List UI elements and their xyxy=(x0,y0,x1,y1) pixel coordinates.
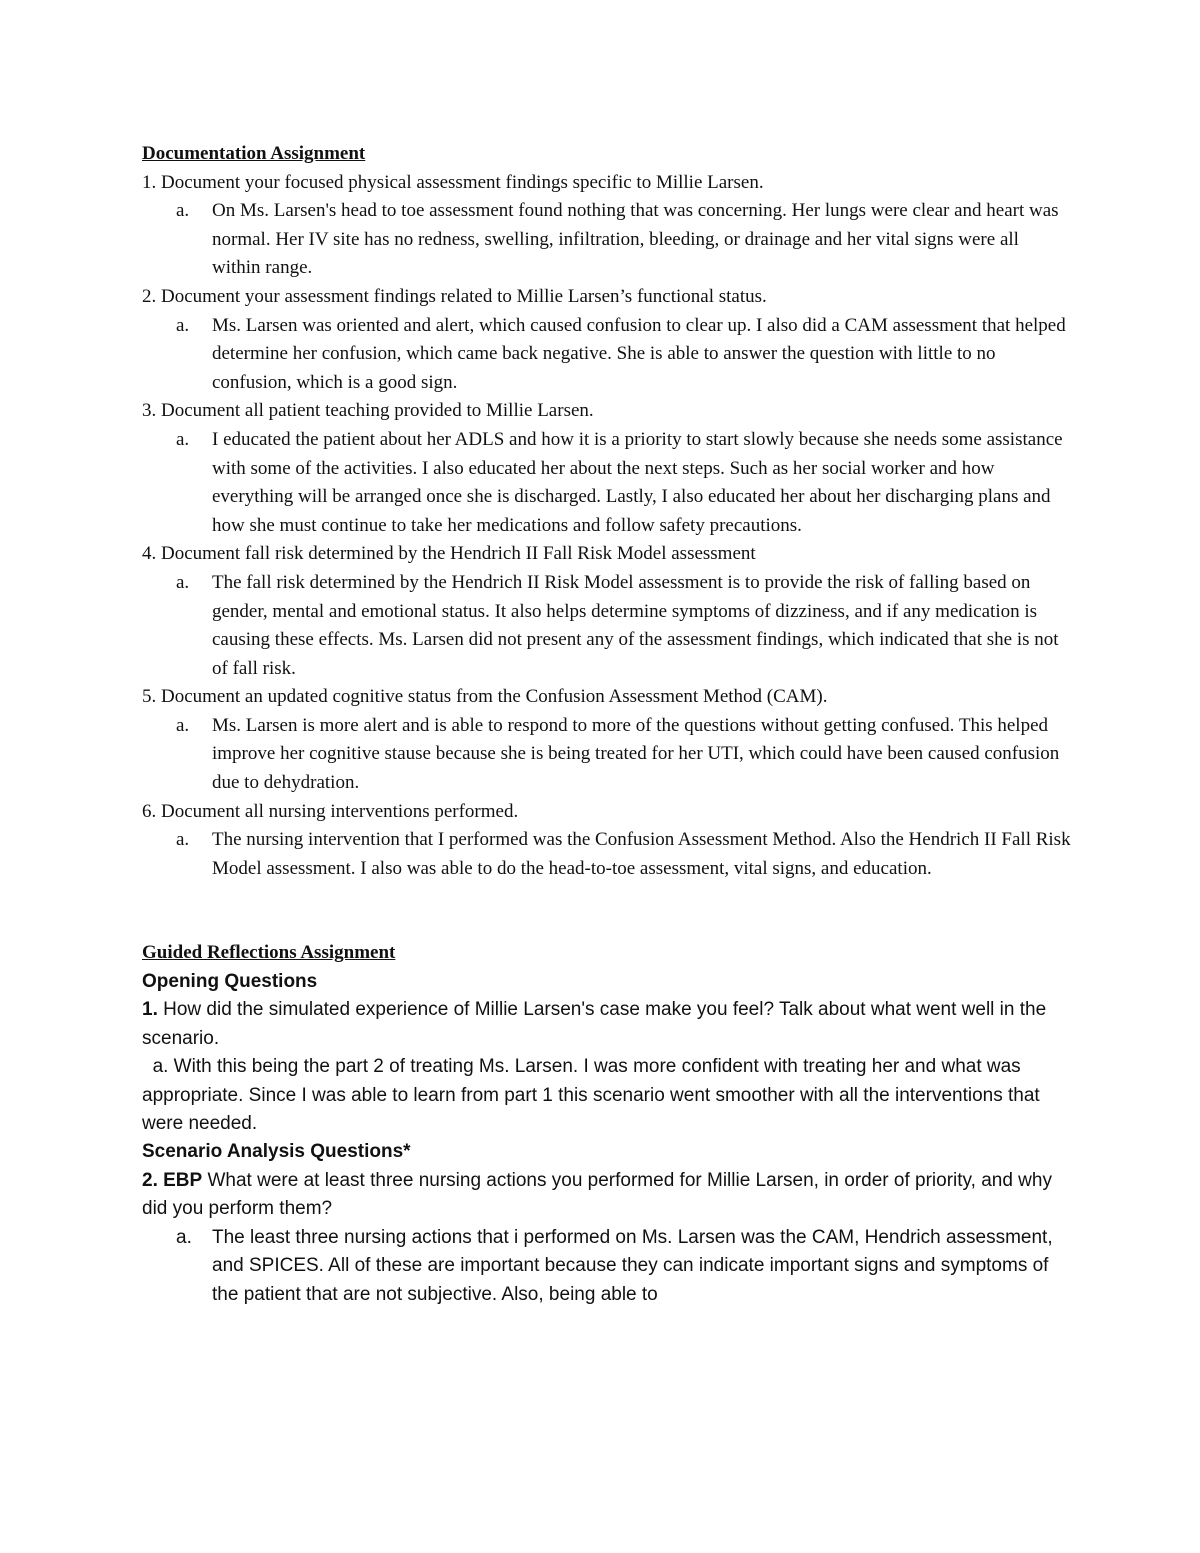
question-number: 2. xyxy=(142,285,157,307)
documentation-item-4 xyxy=(142,540,1072,683)
question-line xyxy=(142,397,1072,426)
question-text: What were at least three nursing actions you performed for Millie Larsen, in order of priority, and why did you perform them? xyxy=(142,1169,1052,1220)
question-number: 1. xyxy=(142,171,157,193)
answer-text: The least three nursing actions that i performed on Ms. Larsen was the CAM, Hendrich assessment, and SPICES. All of these are important because they can indicate important signs and symptoms of the patient that are not subjective. Also, being able to xyxy=(212,1226,1053,1305)
answer-item xyxy=(142,826,1072,883)
answer-item xyxy=(142,197,1072,283)
documentation-item-1 xyxy=(142,169,1072,283)
documentation-section xyxy=(142,140,1072,883)
reflection-answer-1: a. With this being the part 2 of treating Ms. Larsen. I was more confident with treating her and what was appropriate. Since I was able to learn from part 1 this scenario went smoother with all the interventions that were needed. xyxy=(142,1056,1045,1135)
documentation-item-3 xyxy=(142,397,1072,540)
answer-text: I educated the patient about her ADLS and how it is a priority to start slowly because she needs some assistance with some of the activities. I also educated her about the next steps. Such as her social worker and how everything will be arranged once she is discharged. Lastly, I also educated her about her discharging plans and how she must continue to take her medications and follow safety precautions. xyxy=(212,428,1063,536)
documentation-item-5 xyxy=(142,683,1072,797)
question-line xyxy=(142,540,1072,569)
scenario-analysis-heading: Scenario Analysis Questions* xyxy=(142,1141,411,1163)
answer-text: Ms. Larsen was oriented and alert, which caused confusion to clear up. I also did a CAM assessment that helped determine her confusion, which came back negative. She is able to answer the question with little to no confusion, which is a good sign. xyxy=(212,314,1066,393)
answer-item xyxy=(142,712,1072,798)
question-number: 3. xyxy=(142,400,157,422)
question-text: Document all nursing interventions performed. xyxy=(161,800,519,822)
answer-marker: a. xyxy=(176,314,190,336)
question-text: How did the simulated experience of Millie Larsen's case make you feel? Talk about what went well in the scenario. xyxy=(142,999,1047,1049)
reflections-body xyxy=(142,968,1072,1309)
answer-marker: a. xyxy=(176,571,190,593)
question-line xyxy=(142,169,1072,198)
question-number: 5. xyxy=(142,686,157,708)
question-line xyxy=(142,683,1072,712)
answer-text: The fall risk determined by the Hendrich II Risk Model assessment is to provide the risk of falling based on gender, mental and emotional status. It also helps determine symptoms of dizziness, and if any medication is causing these effects. Ms. Larsen did not present any of the assessment findings, which indicated that she is not of fall risk. xyxy=(212,571,1059,679)
reflection-answer-2 xyxy=(142,1224,1072,1309)
question-line xyxy=(142,798,1072,827)
answer-marker: a. xyxy=(176,200,190,222)
answer-marker: a. xyxy=(176,1226,192,1248)
answer-item xyxy=(142,312,1072,398)
opening-questions-heading: Opening Questions xyxy=(142,971,318,993)
reflection-question-2 xyxy=(142,1167,1072,1224)
answer-text: Ms. Larsen is more alert and is able to respond to more of the questions without getting confused. This helped improve her cognitive stause because she is being treated for her UTI, which could have been caused confusion due to dehydration. xyxy=(212,714,1060,794)
answer-text: The nursing intervention that I performed was the Confusion Assessment Method. Also the Hendrich II Fall Risk Model assessment. I also was able to do the head-to-toe assessment, vital signs, and education. xyxy=(212,829,1071,879)
answer-item xyxy=(142,569,1072,683)
question-number: 4. xyxy=(142,543,157,565)
question-number: 2. EBP xyxy=(142,1169,203,1191)
document-page xyxy=(142,140,1072,1309)
documentation-item-2 xyxy=(142,283,1072,397)
answer-marker: a. xyxy=(176,428,190,450)
reflections-section xyxy=(142,939,1072,1308)
answer-marker: a. xyxy=(176,829,190,851)
question-line xyxy=(142,283,1072,312)
question-text: Document all patient teaching provided to Millie Larsen. xyxy=(161,400,594,422)
question-number: 6. xyxy=(142,800,157,822)
reflections-heading: Guided Reflections Assignment xyxy=(142,942,396,964)
documentation-heading: Documentation Assignment xyxy=(142,143,366,164)
question-text: Document fall risk determined by the Hendrich II Fall Risk Model assessment xyxy=(161,543,756,565)
reflection-question-1 xyxy=(142,996,1072,1053)
question-text: Document your assessment findings related to Millie Larsen’s functional status. xyxy=(161,285,767,307)
documentation-item-6 xyxy=(142,798,1072,884)
section-spacer xyxy=(142,883,1072,939)
question-number: 1. xyxy=(142,999,158,1021)
question-text: Document your focused physical assessment findings specific to Millie Larsen. xyxy=(161,171,764,193)
answer-text: On Ms. Larsen's head to toe assessment found nothing that was concerning. Her lungs were clear and heart was normal. Her IV site has no redness, swelling, infiltration, bleeding, or drainage and her vital signs were all within range. xyxy=(212,200,1059,279)
answer-marker: a. xyxy=(176,714,190,736)
question-text: Document an updated cognitive status from the Confusion Assessment Method (CAM). xyxy=(161,686,828,708)
answer-item xyxy=(142,426,1072,540)
